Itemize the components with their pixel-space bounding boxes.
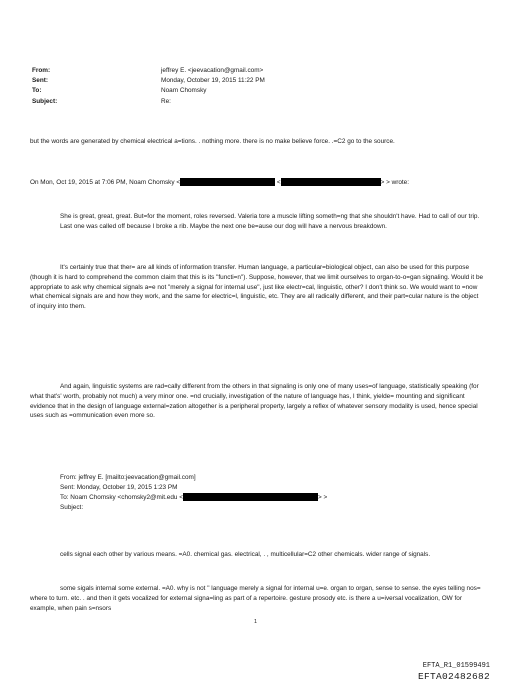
body-paragraph-1: but the words are generated by chemical electrical a=tions. . nothing more. there is no make believe force. .=C2 go to the source.: [30, 138, 395, 145]
body-paragraph-4: And again, linguistic systems are rad=cally different from the others in that signaling is only one of many uses=of language, statistically speaking (for what that's' worth, probably not much) a very minor one. =nd crucially, investigation of the nature of language has, I think, yielde= mounting and significant evidence that in the design of language external=zation altogether is a peripheral property, largely a reflex of whatever sensory modality is used, hence special uses such as =ommunication even more so.: [30, 383, 479, 420]
redaction-bar: [180, 178, 275, 186]
body-paragraph-2: She is great, great, great. But=for the moment, roles reversed. Valeria tore a muscle lifting someth=ng that she shouldn't have. Had to call of our trip. Last one was called off because I broke a rib. Maybe the next one be=ause our dog will have a nervous breakdown.: [60, 213, 480, 230]
redaction-bar: [183, 493, 318, 501]
to-value: Noam Chomsky: [161, 87, 207, 94]
redaction-bar: [281, 178, 381, 186]
inner-subject: Subject:: [60, 504, 84, 511]
quote-header-prefix: On Mon, Oct 19, 2015 at 7:06 PM, Noam Chomsky <: [30, 179, 181, 186]
subject-value: Re:: [161, 98, 171, 105]
inner-sent: Sent: Monday, October 19, 2015 1:23 PM: [60, 484, 178, 491]
quote-header-suffix: > > wrote:: [380, 179, 410, 186]
footer-id-2: EFTA02482682: [417, 671, 490, 682]
quote-header: [30, 178, 490, 188]
body-paragraph-6: some sigals internal some external. =A0. why is not " language merely a signal for internal u=e. organ to organ, sense to sense. the eyes telling nos= where to turn. etc. . and then it gets vocalized for external signa=ling as part of a repertoire. gesture prosody etc. is there a u=iversal vocalization, OW for example, when pain s=nsors: [30, 585, 481, 612]
to-label: To:: [32, 87, 42, 94]
subject-label: Subject:: [32, 98, 58, 105]
inner-to-suffix: > >: [317, 494, 328, 501]
page-number: 1: [254, 619, 258, 625]
sent-value: Monday, October 19, 2015 11:22 PM: [161, 77, 265, 84]
body-paragraph-3: It's certainly true that ther= are all kinds of information transfer. Human language, a particular=biological object, can also be used for this purpose (though it is hard to comprehend the common claim that this is its "functi=n"). Suppose, however, that we limit ourselves to organ-to-o=gan signaling. Would it be appropriate to ask why chemical signals a=e not "merely a signal for internal use", just like electr=cal, linguistic, other? I don't think so. We would want to =now what chemical signals are and how they work, and the same for electric=l, linguistic, etc. They are all radically different, and their part=cular nature is the object of inquiry into them.: [30, 264, 484, 311]
body-paragraph-5: cells signal each other by various means. =A0. chemical gas. electrical, . , multicellular=C2 other chemicals. wider range of signals.: [60, 551, 431, 558]
inner-to: [60, 493, 327, 503]
inner-from: From: jeffrey E. [mailto:jeevacation@gmail.com]: [60, 474, 196, 481]
from-label: From:: [32, 67, 51, 74]
inner-to-prefix: To: Noam Chomsky <chomsky2@mit.edu <: [60, 494, 183, 501]
quote-header-mid: <: [276, 179, 281, 186]
from-value: jeffrey E. <jeevacation@gmail.com>: [161, 67, 264, 74]
footer-id-1: EFTA_R1_01599491: [422, 662, 490, 670]
sent-label: Sent:: [32, 77, 48, 84]
